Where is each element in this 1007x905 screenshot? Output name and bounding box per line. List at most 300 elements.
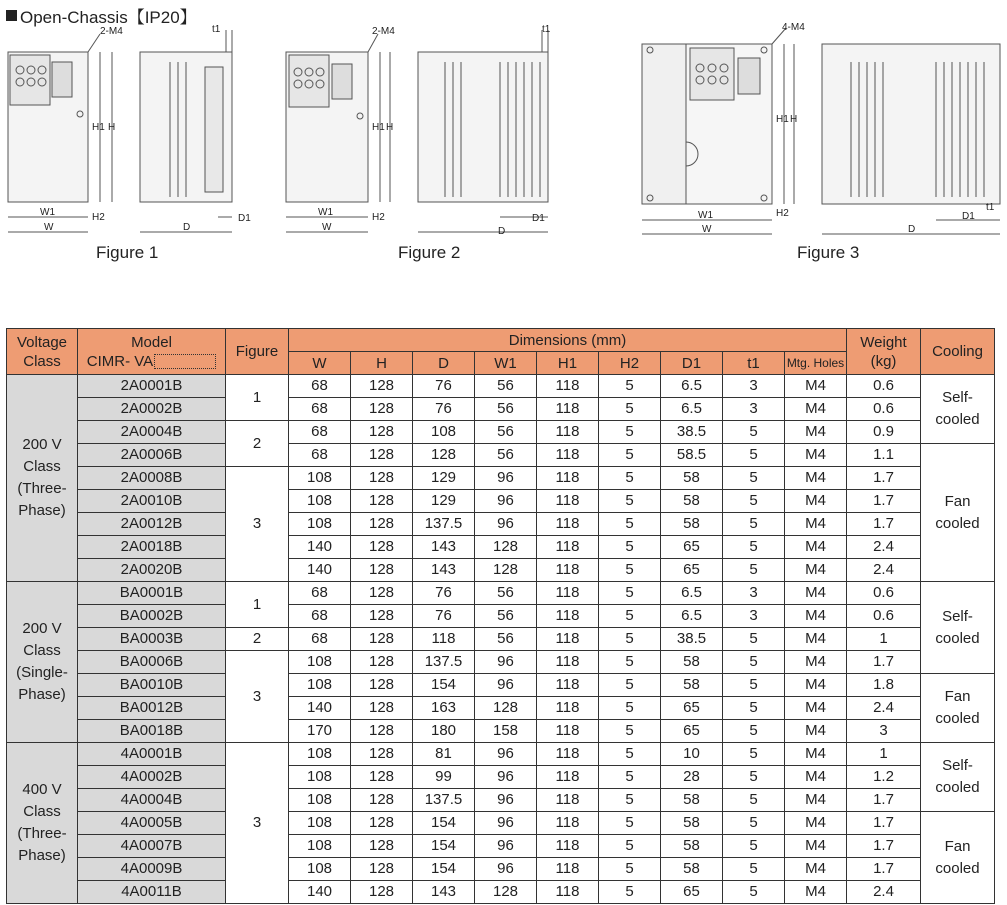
model-cell: 2A0020B xyxy=(78,559,226,582)
h2-cell: 5 xyxy=(599,444,661,467)
h2-cell: 5 xyxy=(599,375,661,398)
w-cell: 68 xyxy=(289,444,351,467)
dimensions-table xyxy=(6,328,995,904)
h1-cell: 118 xyxy=(537,812,599,835)
fig2-d1-label: D1 xyxy=(532,213,545,224)
table-row xyxy=(7,490,995,513)
h-cell: 128 xyxy=(351,812,413,835)
w-cell: 68 xyxy=(289,375,351,398)
h-cell: 128 xyxy=(351,766,413,789)
weight-cell: 1 xyxy=(847,743,921,766)
h-cell: 128 xyxy=(351,490,413,513)
fig1-w1-label: W1 xyxy=(40,207,55,218)
figure-1-drawing xyxy=(0,22,270,242)
h1-cell: 118 xyxy=(537,513,599,536)
t1-cell: 5 xyxy=(723,536,785,559)
header-cooling: Cooling xyxy=(921,329,995,375)
d-cell: 143 xyxy=(413,536,475,559)
w1-cell: 96 xyxy=(475,789,537,812)
header-w1: W1 xyxy=(475,352,537,375)
h1-cell: 118 xyxy=(537,467,599,490)
w1-cell: 96 xyxy=(475,812,537,835)
mtg-cell: M4 xyxy=(785,375,847,398)
h1-cell: 118 xyxy=(537,697,599,720)
model-cell: 2A0004B xyxy=(78,421,226,444)
fig1-h1-label: H1 xyxy=(92,122,105,133)
w1-cell: 56 xyxy=(475,444,537,467)
fig3-h1-label: H1 xyxy=(776,114,789,125)
header-voltage-class: Voltage Class xyxy=(7,329,78,375)
d-cell: 154 xyxy=(413,858,475,881)
model-cell: BA0006B xyxy=(78,651,226,674)
h-cell: 128 xyxy=(351,674,413,697)
header-model-line2: CIMR- VA xyxy=(78,352,225,371)
header-model xyxy=(78,329,226,375)
w1-cell: 56 xyxy=(475,398,537,421)
w1-cell: 96 xyxy=(475,743,537,766)
h2-cell: 5 xyxy=(599,398,661,421)
model-cell: 2A0018B xyxy=(78,536,226,559)
d1-cell: 6.5 xyxy=(661,398,723,421)
w1-cell: 128 xyxy=(475,697,537,720)
t1-cell: 5 xyxy=(723,513,785,536)
weight-cell: 1.2 xyxy=(847,766,921,789)
h-cell: 128 xyxy=(351,881,413,904)
weight-cell: 1.7 xyxy=(847,812,921,835)
d-cell: 76 xyxy=(413,375,475,398)
h-cell: 128 xyxy=(351,858,413,881)
weight-cell: 1.7 xyxy=(847,789,921,812)
d1-cell: 58 xyxy=(661,490,723,513)
mtg-cell: M4 xyxy=(785,651,847,674)
h-cell: 128 xyxy=(351,605,413,628)
mtg-cell: M4 xyxy=(785,628,847,651)
d1-cell: 65 xyxy=(661,881,723,904)
fig1-h2-label: H2 xyxy=(92,212,105,223)
weight-cell: 1.7 xyxy=(847,490,921,513)
cooling-cell: Self- cooled xyxy=(921,743,995,812)
h-cell: 128 xyxy=(351,536,413,559)
weight-cell: 2.4 xyxy=(847,559,921,582)
weight-cell: 1.1 xyxy=(847,444,921,467)
model-cell: 4A0009B xyxy=(78,858,226,881)
table-row xyxy=(7,628,995,651)
table-row xyxy=(7,536,995,559)
mtg-cell: M4 xyxy=(785,421,847,444)
h1-cell: 118 xyxy=(537,674,599,697)
figure-cell: 3 xyxy=(226,467,289,582)
t1-cell: 5 xyxy=(723,881,785,904)
h1-cell: 118 xyxy=(537,559,599,582)
h-cell: 128 xyxy=(351,628,413,651)
w-cell: 68 xyxy=(289,421,351,444)
d-cell: 128 xyxy=(413,444,475,467)
mtg-cell: M4 xyxy=(785,559,847,582)
mtg-cell: M4 xyxy=(785,467,847,490)
weight-cell: 0.6 xyxy=(847,582,921,605)
fig3-h-label: H xyxy=(790,114,798,125)
weight-cell: 1.7 xyxy=(847,858,921,881)
h-cell: 128 xyxy=(351,398,413,421)
fig1-d1-label: D1 xyxy=(238,213,251,224)
weight-cell: 1 xyxy=(847,628,921,651)
table-row xyxy=(7,881,995,904)
w-cell: 108 xyxy=(289,674,351,697)
d-cell: 129 xyxy=(413,490,475,513)
h-cell: 128 xyxy=(351,720,413,743)
figure-2-label: Figure 2 xyxy=(398,243,461,262)
w1-cell: 128 xyxy=(475,881,537,904)
d-cell: 76 xyxy=(413,605,475,628)
d-cell: 163 xyxy=(413,697,475,720)
fig2-h1-label: H1 xyxy=(372,122,385,133)
h1-cell: 118 xyxy=(537,743,599,766)
d-cell: 137.5 xyxy=(413,513,475,536)
d-cell: 108 xyxy=(413,421,475,444)
h2-cell: 5 xyxy=(599,674,661,697)
t1-cell: 5 xyxy=(723,697,785,720)
header-model-line1: Model xyxy=(131,333,172,351)
t1-cell: 5 xyxy=(723,766,785,789)
fig1-d-label: D xyxy=(183,222,191,233)
figure-3-label: Figure 3 xyxy=(797,243,860,262)
weight-cell: 3 xyxy=(847,720,921,743)
figure-cell: 3 xyxy=(226,743,289,904)
t1-cell: 5 xyxy=(723,559,785,582)
h2-cell: 5 xyxy=(599,812,661,835)
h-cell: 128 xyxy=(351,582,413,605)
t1-cell: 5 xyxy=(723,858,785,881)
table-row xyxy=(7,421,995,444)
table-row xyxy=(7,513,995,536)
cooling-cell: Fan cooled xyxy=(921,812,995,904)
h-cell: 128 xyxy=(351,743,413,766)
figure-cell: 2 xyxy=(226,421,289,467)
h1-cell: 118 xyxy=(537,536,599,559)
h-cell: 128 xyxy=(351,835,413,858)
weight-cell: 0.6 xyxy=(847,605,921,628)
h-cell: 128 xyxy=(351,467,413,490)
t1-cell: 5 xyxy=(723,835,785,858)
d1-cell: 58 xyxy=(661,789,723,812)
model-cell: BA0010B xyxy=(78,674,226,697)
d1-cell: 38.5 xyxy=(661,628,723,651)
h-cell: 128 xyxy=(351,421,413,444)
weight-cell: 0.6 xyxy=(847,398,921,421)
mtg-cell: M4 xyxy=(785,766,847,789)
d-cell: 137.5 xyxy=(413,651,475,674)
table-row xyxy=(7,789,995,812)
weight-cell: 1.7 xyxy=(847,835,921,858)
d1-cell: 6.5 xyxy=(661,605,723,628)
voltage-class-cell: 200 V Class (Single- Phase) xyxy=(7,582,78,743)
d1-cell: 6.5 xyxy=(661,375,723,398)
model-cell: 2A0008B xyxy=(78,467,226,490)
t1-cell: 5 xyxy=(723,789,785,812)
fig1-h-label: H xyxy=(108,122,116,133)
d1-cell: 58 xyxy=(661,812,723,835)
table-row xyxy=(7,398,995,421)
mtg-cell: M4 xyxy=(785,605,847,628)
fig3-t1-label: t1 xyxy=(986,202,995,213)
model-cell: BA0002B xyxy=(78,605,226,628)
d-cell: 81 xyxy=(413,743,475,766)
table-row xyxy=(7,812,995,835)
header-figure: Figure xyxy=(226,329,289,375)
h2-cell: 5 xyxy=(599,605,661,628)
model-cell: 2A0001B xyxy=(78,375,226,398)
d1-cell: 28 xyxy=(661,766,723,789)
fig1-holes-label: 2-M4 xyxy=(100,26,123,37)
model-cell: 2A0010B xyxy=(78,490,226,513)
weight-cell: 1.8 xyxy=(847,674,921,697)
t1-cell: 5 xyxy=(723,490,785,513)
t1-cell: 5 xyxy=(723,467,785,490)
fig2-h2-label: H2 xyxy=(372,212,385,223)
h-cell: 128 xyxy=(351,559,413,582)
table-body xyxy=(7,375,995,904)
header-weight: Weight (kg) xyxy=(847,329,921,375)
model-cell: 4A0004B xyxy=(78,789,226,812)
w-cell: 68 xyxy=(289,628,351,651)
d1-cell: 58 xyxy=(661,674,723,697)
header-w: W xyxy=(289,352,351,375)
t1-cell: 5 xyxy=(723,720,785,743)
voltage-class-cell: 400 V Class (Three- Phase) xyxy=(7,743,78,904)
d-cell: 143 xyxy=(413,881,475,904)
mtg-cell: M4 xyxy=(785,789,847,812)
fig3-holes-label: 4-M4 xyxy=(782,22,805,33)
h2-cell: 5 xyxy=(599,789,661,812)
t1-cell: 3 xyxy=(723,605,785,628)
w-cell: 68 xyxy=(289,582,351,605)
fig2-w-label: W xyxy=(322,222,332,233)
d-cell: 99 xyxy=(413,766,475,789)
figure-3-drawing xyxy=(636,22,1006,242)
w-cell: 68 xyxy=(289,398,351,421)
h1-cell: 118 xyxy=(537,582,599,605)
weight-cell: 1.7 xyxy=(847,513,921,536)
section-title: Open-Chassis【IP20】 xyxy=(20,8,197,27)
model-cell: BA0012B xyxy=(78,697,226,720)
model-cell: 2A0002B xyxy=(78,398,226,421)
fig2-w1-label: W1 xyxy=(318,207,333,218)
d1-cell: 65 xyxy=(661,536,723,559)
d1-cell: 65 xyxy=(661,720,723,743)
table-row xyxy=(7,674,995,697)
weight-cell: 2.4 xyxy=(847,536,921,559)
h2-cell: 5 xyxy=(599,421,661,444)
model-cell: 4A0005B xyxy=(78,812,226,835)
h2-cell: 5 xyxy=(599,582,661,605)
header-h: H xyxy=(351,352,413,375)
w1-cell: 56 xyxy=(475,582,537,605)
w-cell: 108 xyxy=(289,743,351,766)
w-cell: 140 xyxy=(289,697,351,720)
d1-cell: 58.5 xyxy=(661,444,723,467)
h1-cell: 118 xyxy=(537,375,599,398)
h1-cell: 118 xyxy=(537,421,599,444)
t1-cell: 5 xyxy=(723,651,785,674)
d-cell: 154 xyxy=(413,812,475,835)
h2-cell: 5 xyxy=(599,536,661,559)
h1-cell: 118 xyxy=(537,628,599,651)
h1-cell: 118 xyxy=(537,398,599,421)
table-row xyxy=(7,720,995,743)
h2-cell: 5 xyxy=(599,513,661,536)
h-cell: 128 xyxy=(351,789,413,812)
t1-cell: 5 xyxy=(723,421,785,444)
model-cell: BA0003B xyxy=(78,628,226,651)
fig2-h-label: H xyxy=(386,122,394,133)
h2-cell: 5 xyxy=(599,559,661,582)
h-cell: 128 xyxy=(351,375,413,398)
figure-cell: 2 xyxy=(226,628,289,651)
d-cell: 154 xyxy=(413,835,475,858)
d1-cell: 65 xyxy=(661,559,723,582)
w-cell: 140 xyxy=(289,559,351,582)
d-cell: 137.5 xyxy=(413,789,475,812)
table-row xyxy=(7,605,995,628)
table-row xyxy=(7,743,995,766)
figure-2-drawing xyxy=(280,22,550,242)
h2-cell: 5 xyxy=(599,835,661,858)
w-cell: 108 xyxy=(289,812,351,835)
h-cell: 128 xyxy=(351,651,413,674)
mtg-cell: M4 xyxy=(785,582,847,605)
mtg-cell: M4 xyxy=(785,858,847,881)
w-cell: 140 xyxy=(289,881,351,904)
figure-cell: 1 xyxy=(226,375,289,421)
table-row xyxy=(7,858,995,881)
fig1-t1-label: t1 xyxy=(212,24,221,35)
t1-cell: 5 xyxy=(723,674,785,697)
table-row xyxy=(7,697,995,720)
model-cell: 2A0006B xyxy=(78,444,226,467)
h2-cell: 5 xyxy=(599,766,661,789)
w1-cell: 128 xyxy=(475,536,537,559)
h-cell: 128 xyxy=(351,697,413,720)
w1-cell: 56 xyxy=(475,628,537,651)
fig3-h2-label: H2 xyxy=(776,208,789,219)
d1-cell: 6.5 xyxy=(661,582,723,605)
w-cell: 68 xyxy=(289,605,351,628)
d1-cell: 58 xyxy=(661,858,723,881)
weight-cell: 1.7 xyxy=(847,651,921,674)
table-row xyxy=(7,559,995,582)
model-cell: BA0018B xyxy=(78,720,226,743)
square-bullet-icon xyxy=(6,10,17,21)
d1-cell: 10 xyxy=(661,743,723,766)
model-cell: 2A0012B xyxy=(78,513,226,536)
w1-cell: 96 xyxy=(475,467,537,490)
fig1-w-label: W xyxy=(44,222,54,233)
w1-cell: 96 xyxy=(475,858,537,881)
w1-cell: 96 xyxy=(475,513,537,536)
fig3-d-label: D xyxy=(908,224,916,235)
d-cell: 154 xyxy=(413,674,475,697)
cooling-cell: Fan cooled xyxy=(921,674,995,743)
cooling-cell: Self- cooled xyxy=(921,582,995,674)
table-row xyxy=(7,835,995,858)
mtg-cell: M4 xyxy=(785,674,847,697)
mtg-cell: M4 xyxy=(785,536,847,559)
d1-cell: 58 xyxy=(661,651,723,674)
h1-cell: 118 xyxy=(537,490,599,513)
mtg-cell: M4 xyxy=(785,812,847,835)
model-cell: 4A0002B xyxy=(78,766,226,789)
h1-cell: 118 xyxy=(537,881,599,904)
header-d: D xyxy=(413,352,475,375)
h2-cell: 5 xyxy=(599,467,661,490)
mtg-cell: M4 xyxy=(785,513,847,536)
w1-cell: 56 xyxy=(475,421,537,444)
w-cell: 108 xyxy=(289,858,351,881)
table-row xyxy=(7,467,995,490)
header-h2: H2 xyxy=(599,352,661,375)
w1-cell: 96 xyxy=(475,651,537,674)
header-d1: D1 xyxy=(661,352,723,375)
d1-cell: 58 xyxy=(661,835,723,858)
table-row xyxy=(7,651,995,674)
d-cell: 129 xyxy=(413,467,475,490)
t1-cell: 3 xyxy=(723,582,785,605)
d-cell: 76 xyxy=(413,582,475,605)
w1-cell: 96 xyxy=(475,490,537,513)
w-cell: 108 xyxy=(289,835,351,858)
voltage-class-cell: 200 V Class (Three- Phase) xyxy=(7,375,78,582)
h2-cell: 5 xyxy=(599,628,661,651)
weight-cell: 2.4 xyxy=(847,881,921,904)
w-cell: 108 xyxy=(289,651,351,674)
figure-1-label: Figure 1 xyxy=(96,243,159,262)
fig2-t1-label: t1 xyxy=(542,24,550,35)
table-row xyxy=(7,444,995,467)
cooling-cell: Fan cooled xyxy=(921,444,995,582)
t1-cell: 5 xyxy=(723,812,785,835)
table-row xyxy=(7,375,995,398)
fig2-d-label: D xyxy=(498,226,506,237)
h1-cell: 118 xyxy=(537,444,599,467)
header-dimensions: Dimensions (mm) xyxy=(289,329,847,352)
t1-cell: 3 xyxy=(723,375,785,398)
h1-cell: 118 xyxy=(537,720,599,743)
t1-cell: 3 xyxy=(723,398,785,421)
h1-cell: 118 xyxy=(537,651,599,674)
weight-cell: 1.7 xyxy=(847,467,921,490)
d-cell: 76 xyxy=(413,398,475,421)
h1-cell: 118 xyxy=(537,789,599,812)
h2-cell: 5 xyxy=(599,697,661,720)
w-cell: 108 xyxy=(289,766,351,789)
d-cell: 143 xyxy=(413,559,475,582)
mtg-cell: M4 xyxy=(785,398,847,421)
h1-cell: 118 xyxy=(537,858,599,881)
w-cell: 108 xyxy=(289,467,351,490)
d1-cell: 58 xyxy=(661,467,723,490)
figure-cell: 3 xyxy=(226,651,289,743)
h1-cell: 118 xyxy=(537,835,599,858)
h-cell: 128 xyxy=(351,444,413,467)
mtg-cell: M4 xyxy=(785,743,847,766)
w1-cell: 96 xyxy=(475,766,537,789)
h1-cell: 118 xyxy=(537,766,599,789)
w1-cell: 158 xyxy=(475,720,537,743)
d-cell: 180 xyxy=(413,720,475,743)
weight-cell: 2.4 xyxy=(847,697,921,720)
w-cell: 170 xyxy=(289,720,351,743)
model-suffix-placeholder xyxy=(154,354,216,369)
